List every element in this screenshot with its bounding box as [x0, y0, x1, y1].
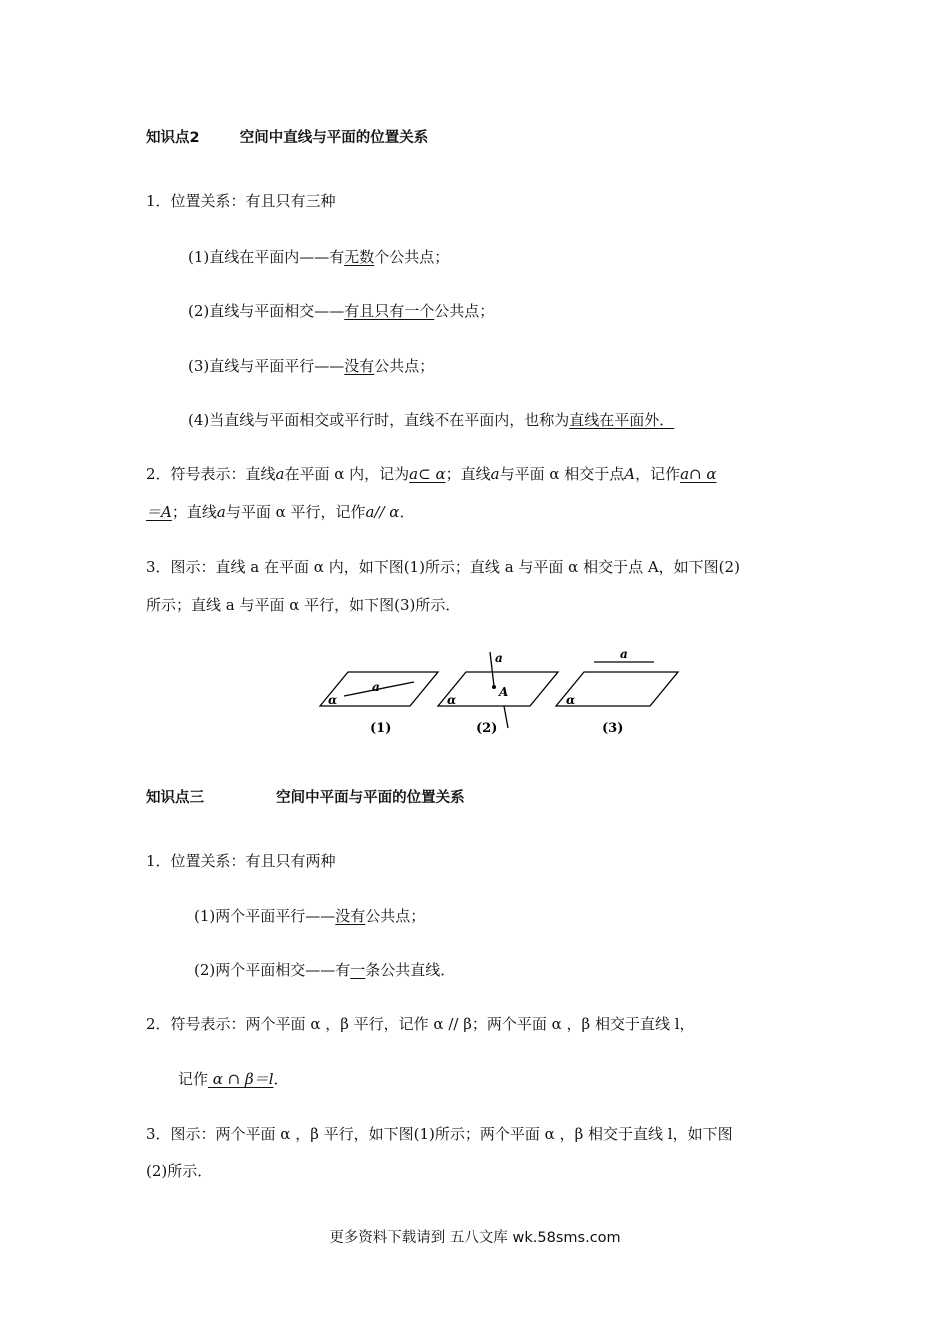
footer-text: 更多资料下载请到 五八文库 wk.58sms.com [329, 1230, 621, 1246]
s2-item2-var: A [624, 465, 636, 483]
s3-item2-line2 [178, 1069, 289, 1089]
intersection-point [492, 685, 496, 689]
s2-item2-answer: a⊂ α [409, 465, 446, 483]
s2-sub4-text-a: (4)当直线与平面相交或平行时，直线不在平面内，也称为 [188, 411, 570, 429]
s2-sub2-answer: 有且只有一个 [344, 302, 435, 320]
s3-item3-line2: (2)所示． [146, 1162, 213, 1180]
s2-sub2-text-a: (2)直线与平面相交—— [188, 302, 345, 320]
s2-item2-text: 在平面 α 内，记为 [284, 465, 410, 483]
s3-sub1-answer: 没有 [335, 907, 366, 925]
fig1-line-label: a [372, 680, 380, 694]
s2-item2-answer: a∩ α [680, 465, 717, 483]
intersecting-line-bottom [504, 706, 508, 728]
s2-sub3-text-b: 公共点； [374, 357, 435, 375]
s2-sub3-text-a: (3)直线与平面平行—— [188, 357, 345, 375]
s2-sub4-answer: 直线在平面外． [569, 411, 675, 429]
s2-item2-line1 [146, 464, 717, 484]
s3-item3-line1: 3．图示：两个平面 α ，β 平行，如下图(1)所示；两个平面 α ，β 相交于直线 l，如下图 [146, 1125, 733, 1143]
s3-item1: 1．位置关系：有且只有两种 [146, 852, 336, 870]
s3-item2-answer: α ∩ β＝l [208, 1070, 274, 1088]
fig2-caption: (2) [476, 721, 498, 736]
s2-sub3-answer: 没有 [344, 357, 375, 375]
s3-sub1 [194, 906, 425, 926]
s2-item2-text: ． [399, 503, 415, 521]
section3-heading-number: 知识点三 [146, 790, 204, 806]
s2-sub2 [188, 301, 494, 321]
s2-sub1 [188, 247, 449, 267]
s2-item2-text: ，记作 [635, 465, 681, 483]
s3-item2-text: 记作 [178, 1070, 209, 1088]
s2-item1: 1．位置关系：有且只有三种 [146, 192, 336, 210]
s2-item2-text: 与平面 α 相交于点 [499, 465, 625, 483]
s2-item2-line2 [146, 502, 414, 522]
s3-sub1-text-a: (1)两个平面平行—— [194, 907, 336, 925]
fig2-point-label: A [499, 685, 509, 699]
s2-sub1-text-b: 个公共点； [374, 248, 450, 266]
s2-sub1-text-a: (1)直线在平面内——有 [188, 248, 345, 266]
s3-sub2 [194, 960, 455, 980]
fig1-caption: (1) [370, 721, 392, 736]
s2-item2-text: 与平面 α 平行，记作 [225, 503, 366, 521]
s2-item2-symbol: a// α [365, 503, 400, 521]
s2-item3-line1: 3．图示：直线 a 在平面 α 内，如下图(1)所示；直线 a 与平面 α 相交于点 A，如下图(2) [146, 558, 740, 576]
s3-item2-text-b: ． [273, 1070, 289, 1088]
s3-sub1-text-b: 公共点； [365, 907, 426, 925]
s2-item2-var: a [275, 465, 285, 483]
section3-heading-title: 空间中平面与平面的位置关系 [276, 790, 465, 806]
s2-item2-answer: ＝A [146, 503, 172, 521]
s2-item2-text: 2．符号表示：直线 [146, 465, 276, 483]
intersecting-line-top [490, 652, 494, 686]
section2-heading-number: 知识点2 [146, 130, 200, 146]
section2-heading-title: 空间中直线与平面的位置关系 [239, 130, 429, 146]
section2-heading [146, 128, 428, 148]
s2-sub4 [188, 410, 674, 430]
s2-sub2-text-b: 公共点； [434, 302, 495, 320]
s3-sub2-answer: 一 [350, 961, 366, 979]
fig3-line-label: a [620, 647, 628, 661]
s2-item2-var: a [490, 465, 500, 483]
s2-item2-text: ；直线 [171, 503, 217, 521]
s3-item2-line1: 2．符号表示：两个平面 α ，β 平行，记作 α // β；两个平面 α ，β 相交于直线 l， [146, 1015, 695, 1033]
s3-sub2-text-b: 条公共直线． [365, 961, 456, 979]
s2-item2-text: ；直线 [445, 465, 491, 483]
s2-sub3 [188, 356, 434, 376]
s3-sub2-text-a: (2)两个平面相交——有 [194, 961, 351, 979]
fig3-caption: (3) [602, 721, 624, 736]
fig2-line-label: a [495, 651, 503, 665]
fig3-plane-label: α [566, 693, 576, 707]
s2-sub1-answer: 无数 [344, 248, 375, 266]
section3-heading [146, 788, 465, 808]
fig1-plane-label: α [328, 693, 338, 707]
s2-item2-var: a [216, 503, 226, 521]
line-plane-figure [310, 644, 690, 744]
s2-item3-line2: 所示；直线 a 与平面 α 平行，如下图(3)所示． [146, 596, 461, 614]
fig2-plane-label: α [447, 693, 457, 707]
